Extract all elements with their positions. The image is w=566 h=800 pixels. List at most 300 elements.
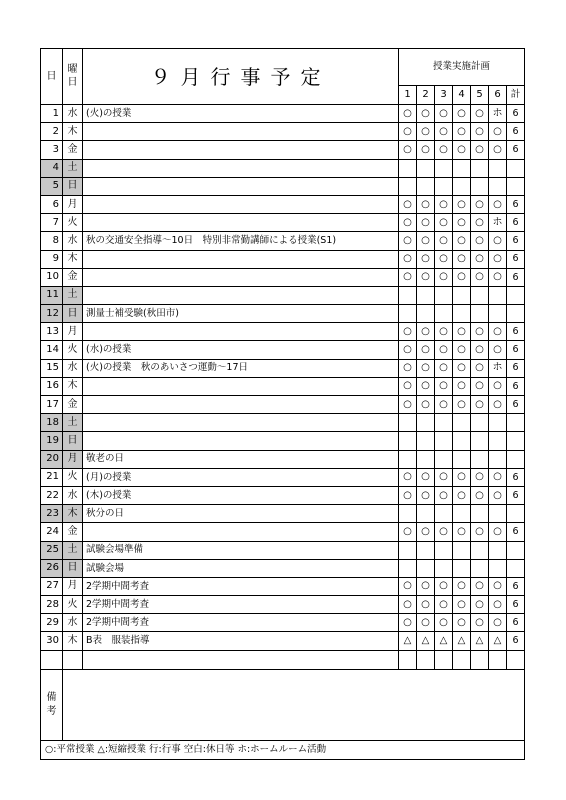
- period-cell: [399, 559, 417, 577]
- period-cell: [399, 450, 417, 468]
- period-cell: ○: [489, 323, 507, 341]
- period-cell: ○: [435, 214, 453, 232]
- day-number-cell: 28: [41, 596, 63, 614]
- period-cell: ○: [417, 523, 435, 541]
- period-cell: ○: [417, 123, 435, 141]
- period-cell: ○: [417, 214, 435, 232]
- period-cell: ○: [417, 250, 435, 268]
- period-cell: [453, 432, 471, 450]
- notes-content: [63, 669, 525, 740]
- period-cell: ○: [471, 105, 489, 123]
- day-number-cell: 30: [41, 632, 63, 650]
- weekday-cell: 土: [63, 414, 83, 432]
- table-row: [41, 432, 525, 450]
- event-cell: [83, 286, 399, 304]
- period-cell: [471, 432, 489, 450]
- total-cell: [507, 450, 525, 468]
- period-cell: ホ: [489, 359, 507, 377]
- period-cell: [417, 541, 435, 559]
- period-cell: [471, 559, 489, 577]
- period-cell: ○: [417, 577, 435, 595]
- period-cell: [453, 305, 471, 323]
- day-number-cell: 2: [41, 123, 63, 141]
- period-cell: [453, 450, 471, 468]
- day-number-cell: 4: [41, 159, 63, 177]
- day-number-cell: 25: [41, 541, 63, 559]
- period-cell: [399, 541, 417, 559]
- period-cell: ○: [417, 341, 435, 359]
- day-column-header: 日: [41, 49, 63, 105]
- period-cell: ○: [435, 141, 453, 159]
- weekday-cell: 月: [63, 195, 83, 213]
- period-cell: ○: [435, 195, 453, 213]
- period-cell: ○: [453, 468, 471, 486]
- day-number-cell: 23: [41, 505, 63, 523]
- period-cell: ○: [417, 377, 435, 395]
- event-cell: 秋分の日: [83, 505, 399, 523]
- period-cell: ○: [399, 141, 417, 159]
- period-cell: [417, 286, 435, 304]
- weekday-cell: 木: [63, 505, 83, 523]
- period-cell: ○: [453, 359, 471, 377]
- blank-cell: [399, 650, 417, 669]
- weekday-cell: 水: [63, 359, 83, 377]
- period-cell: ○: [471, 214, 489, 232]
- event-cell: [83, 195, 399, 213]
- weekday-cell: 土: [63, 159, 83, 177]
- table-row: [41, 450, 525, 468]
- weekday-cell: 月: [63, 323, 83, 341]
- day-number-cell: 9: [41, 250, 63, 268]
- period-cell: [435, 505, 453, 523]
- legend-text: ○:平常授業 △:短縮授業 行:行事 空白:休日等 ホ:ホームルーム活動: [41, 740, 525, 759]
- day-number-cell: 1: [41, 105, 63, 123]
- day-number-cell: 10: [41, 268, 63, 286]
- period-cell: ○: [453, 250, 471, 268]
- period-cell: [489, 414, 507, 432]
- table-row: [41, 177, 525, 195]
- period-cell: ホ: [489, 214, 507, 232]
- blank-cell: [63, 650, 83, 669]
- table-row: [41, 359, 525, 377]
- period-cell: △: [471, 632, 489, 650]
- period-cell: [453, 414, 471, 432]
- period-cell: △: [399, 632, 417, 650]
- total-cell: 6: [507, 268, 525, 286]
- period-cell: [471, 505, 489, 523]
- period-header: 2: [417, 86, 435, 105]
- total-cell: 6: [507, 359, 525, 377]
- event-cell: (火)の授業: [83, 105, 399, 123]
- period-cell: ○: [453, 268, 471, 286]
- total-cell: [507, 505, 525, 523]
- table-row: [41, 396, 525, 414]
- period-cell: ○: [417, 614, 435, 632]
- page-title: ９月行事予定: [83, 49, 399, 105]
- total-cell: [507, 414, 525, 432]
- total-cell: 6: [507, 250, 525, 268]
- weekday-cell: 月: [63, 450, 83, 468]
- weekday-cell: 金: [63, 141, 83, 159]
- period-cell: ○: [471, 377, 489, 395]
- period-cell: ○: [489, 396, 507, 414]
- day-number-cell: 7: [41, 214, 63, 232]
- period-cell: [453, 505, 471, 523]
- total-cell: 6: [507, 123, 525, 141]
- period-cell: ○: [471, 141, 489, 159]
- blank-cell: [41, 650, 63, 669]
- schedule-sheet: [40, 48, 522, 760]
- table-row: [41, 523, 525, 541]
- weekday-cell: 金: [63, 523, 83, 541]
- total-cell: 6: [507, 195, 525, 213]
- period-cell: [453, 177, 471, 195]
- period-cell: ○: [453, 486, 471, 504]
- period-cell: ○: [399, 341, 417, 359]
- event-cell: 2学期中間考査: [83, 596, 399, 614]
- period-cell: ○: [399, 232, 417, 250]
- table-row: [41, 323, 525, 341]
- event-cell: [83, 432, 399, 450]
- weekday-cell: 日: [63, 177, 83, 195]
- period-cell: ○: [489, 232, 507, 250]
- total-cell: [507, 177, 525, 195]
- period-cell: △: [417, 632, 435, 650]
- day-number-cell: 12: [41, 305, 63, 323]
- period-cell: ○: [435, 268, 453, 286]
- period-cell: ○: [471, 468, 489, 486]
- table-row: [41, 250, 525, 268]
- period-cell: ○: [417, 105, 435, 123]
- total-cell: 6: [507, 596, 525, 614]
- period-cell: [489, 450, 507, 468]
- day-number-cell: 13: [41, 323, 63, 341]
- period-cell: ○: [489, 468, 507, 486]
- table-row: [41, 414, 525, 432]
- total-cell: 6: [507, 105, 525, 123]
- event-cell: [83, 250, 399, 268]
- table-row: [41, 305, 525, 323]
- total-cell: 6: [507, 577, 525, 595]
- period-cell: ○: [399, 123, 417, 141]
- period-cell: [471, 305, 489, 323]
- period-cell: ○: [453, 323, 471, 341]
- table-row: [41, 377, 525, 395]
- period-cell: ○: [399, 577, 417, 595]
- period-cell: ○: [399, 359, 417, 377]
- table-row: [41, 123, 525, 141]
- period-cell: [453, 286, 471, 304]
- total-cell: 6: [507, 141, 525, 159]
- period-cell: [435, 450, 453, 468]
- period-cell: ○: [489, 377, 507, 395]
- weekday-header-char-1: 曜: [67, 64, 78, 75]
- period-cell: ○: [453, 214, 471, 232]
- class-plan-header: 授業実施計画: [399, 49, 525, 86]
- event-cell: (水)の授業: [83, 341, 399, 359]
- weekday-cell: 金: [63, 268, 83, 286]
- period-cell: [435, 177, 453, 195]
- day-number-cell: 26: [41, 559, 63, 577]
- total-cell: 6: [507, 486, 525, 504]
- table-row: [41, 214, 525, 232]
- table-row: [41, 232, 525, 250]
- weekday-cell: 日: [63, 432, 83, 450]
- table-row: [41, 559, 525, 577]
- total-cell: 6: [507, 341, 525, 359]
- period-cell: ○: [453, 377, 471, 395]
- table-row: [41, 541, 525, 559]
- period-cell: ○: [435, 123, 453, 141]
- period-cell: △: [435, 632, 453, 650]
- table-row: [41, 268, 525, 286]
- event-cell: [83, 177, 399, 195]
- notes-label-char-2: 考: [46, 705, 57, 717]
- event-cell: [83, 377, 399, 395]
- period-cell: ○: [435, 377, 453, 395]
- table-row: [41, 614, 525, 632]
- weekday-cell: 木: [63, 377, 83, 395]
- day-number-cell: 24: [41, 523, 63, 541]
- event-cell: (月)の授業: [83, 468, 399, 486]
- notes-row: [41, 669, 525, 740]
- period-cell: ○: [471, 323, 489, 341]
- table-row: [41, 468, 525, 486]
- period-cell: [417, 414, 435, 432]
- period-cell: [435, 541, 453, 559]
- table-row: [41, 105, 525, 123]
- weekday-header-char-2: 日: [67, 76, 78, 88]
- event-cell: 2学期中間考査: [83, 577, 399, 595]
- schedule-table: [40, 48, 525, 760]
- period-cell: [453, 541, 471, 559]
- period-cell: [435, 159, 453, 177]
- total-cell: 6: [507, 396, 525, 414]
- event-cell: 試験会場準備: [83, 541, 399, 559]
- period-cell: ○: [435, 577, 453, 595]
- period-cell: ○: [417, 396, 435, 414]
- period-cell: ○: [489, 250, 507, 268]
- weekday-cell: 日: [63, 305, 83, 323]
- period-cell: ○: [471, 341, 489, 359]
- period-cell: [471, 450, 489, 468]
- period-cell: ○: [435, 359, 453, 377]
- period-cell: [489, 432, 507, 450]
- period-cell: ○: [417, 232, 435, 250]
- day-number-cell: 14: [41, 341, 63, 359]
- total-cell: 6: [507, 232, 525, 250]
- table-row: [41, 159, 525, 177]
- total-cell: 6: [507, 523, 525, 541]
- weekday-cell: 月: [63, 577, 83, 595]
- period-cell: ○: [453, 396, 471, 414]
- period-cell: ○: [471, 523, 489, 541]
- day-number-cell: 18: [41, 414, 63, 432]
- period-cell: [399, 505, 417, 523]
- weekday-column-header: [63, 49, 83, 105]
- period-cell: [489, 286, 507, 304]
- event-cell: (火)の授業 秋のあいさつ運動～17日: [83, 359, 399, 377]
- total-cell: 6: [507, 632, 525, 650]
- table-row: [41, 577, 525, 595]
- period-cell: ○: [471, 359, 489, 377]
- period-cell: ○: [471, 486, 489, 504]
- period-cell: ○: [399, 268, 417, 286]
- table-row: [41, 632, 525, 650]
- period-cell: [399, 305, 417, 323]
- period-cell: ○: [399, 377, 417, 395]
- weekday-cell: 水: [63, 614, 83, 632]
- period-cell: ○: [417, 195, 435, 213]
- period-cell: [417, 559, 435, 577]
- period-cell: ○: [489, 195, 507, 213]
- period-cell: ○: [435, 250, 453, 268]
- period-cell: △: [453, 632, 471, 650]
- event-cell: 敬老の日: [83, 450, 399, 468]
- period-cell: [435, 559, 453, 577]
- day-number-cell: 3: [41, 141, 63, 159]
- table-row: [41, 486, 525, 504]
- period-cell: [489, 177, 507, 195]
- event-cell: [83, 523, 399, 541]
- event-cell: [83, 214, 399, 232]
- period-cell: ○: [435, 232, 453, 250]
- period-cell: ○: [453, 614, 471, 632]
- day-number-cell: 19: [41, 432, 63, 450]
- legend-row: [41, 740, 525, 759]
- notes-label: [41, 669, 63, 740]
- event-cell: 2学期中間考査: [83, 614, 399, 632]
- period-cell: ○: [453, 577, 471, 595]
- event-cell: [83, 141, 399, 159]
- period-cell: ○: [453, 596, 471, 614]
- period-cell: ○: [489, 141, 507, 159]
- period-cell: [471, 159, 489, 177]
- period-cell: ○: [471, 250, 489, 268]
- period-header: 1: [399, 86, 417, 105]
- period-cell: ○: [435, 523, 453, 541]
- blank-cell: [507, 650, 525, 669]
- blank-cell: [453, 650, 471, 669]
- event-cell: [83, 414, 399, 432]
- period-header: 6: [489, 86, 507, 105]
- day-number-cell: 6: [41, 195, 63, 213]
- period-cell: ○: [489, 577, 507, 595]
- total-cell: [507, 159, 525, 177]
- period-cell: △: [489, 632, 507, 650]
- period-cell: ○: [471, 577, 489, 595]
- table-row: [41, 505, 525, 523]
- event-cell: [83, 323, 399, 341]
- event-cell: B表 服装指導: [83, 632, 399, 650]
- weekday-cell: 土: [63, 541, 83, 559]
- day-number-cell: 8: [41, 232, 63, 250]
- period-cell: ○: [399, 250, 417, 268]
- period-cell: [417, 450, 435, 468]
- period-cell: ○: [453, 232, 471, 250]
- period-cell: ○: [435, 614, 453, 632]
- period-cell: ○: [417, 323, 435, 341]
- blank-cell: [83, 650, 399, 669]
- total-cell: [507, 559, 525, 577]
- period-cell: [435, 414, 453, 432]
- event-cell: [83, 268, 399, 286]
- period-cell: ○: [471, 123, 489, 141]
- period-cell: ○: [435, 341, 453, 359]
- period-cell: ○: [471, 396, 489, 414]
- period-cell: ○: [435, 323, 453, 341]
- day-number-cell: 17: [41, 396, 63, 414]
- period-cell: ○: [435, 396, 453, 414]
- period-cell: ○: [399, 195, 417, 213]
- period-header: 5: [471, 86, 489, 105]
- period-cell: ○: [399, 396, 417, 414]
- total-cell: [507, 305, 525, 323]
- period-cell: ○: [489, 341, 507, 359]
- period-cell: ○: [435, 486, 453, 504]
- period-cell: [471, 414, 489, 432]
- period-cell: ○: [399, 468, 417, 486]
- period-cell: ○: [399, 596, 417, 614]
- day-number-cell: 16: [41, 377, 63, 395]
- event-cell: [83, 159, 399, 177]
- day-number-cell: 11: [41, 286, 63, 304]
- weekday-cell: 金: [63, 396, 83, 414]
- table-row: [41, 341, 525, 359]
- period-cell: [471, 541, 489, 559]
- period-cell: [417, 177, 435, 195]
- period-cell: ○: [417, 486, 435, 504]
- total-cell: 6: [507, 614, 525, 632]
- weekday-cell: 水: [63, 105, 83, 123]
- total-header: 計: [507, 86, 525, 105]
- period-cell: [489, 305, 507, 323]
- period-cell: [399, 159, 417, 177]
- day-number-cell: 29: [41, 614, 63, 632]
- period-cell: [489, 541, 507, 559]
- event-cell: 試験会場: [83, 559, 399, 577]
- header-row: [41, 49, 525, 86]
- event-cell: [83, 396, 399, 414]
- period-cell: [399, 432, 417, 450]
- period-cell: ○: [435, 468, 453, 486]
- table-row: [41, 195, 525, 213]
- period-cell: ○: [453, 105, 471, 123]
- weekday-cell: 木: [63, 123, 83, 141]
- day-number-cell: 22: [41, 486, 63, 504]
- total-cell: 6: [507, 214, 525, 232]
- total-cell: [507, 286, 525, 304]
- period-cell: ○: [471, 596, 489, 614]
- day-number-cell: 20: [41, 450, 63, 468]
- period-cell: ○: [417, 468, 435, 486]
- period-cell: ○: [453, 195, 471, 213]
- blank-cell: [489, 650, 507, 669]
- event-cell: (木)の授業: [83, 486, 399, 504]
- period-cell: [399, 177, 417, 195]
- period-cell: [489, 559, 507, 577]
- period-cell: ○: [435, 596, 453, 614]
- period-cell: ○: [453, 141, 471, 159]
- period-cell: [417, 432, 435, 450]
- period-cell: ○: [471, 195, 489, 213]
- weekday-cell: 水: [63, 232, 83, 250]
- period-cell: ○: [489, 268, 507, 286]
- period-cell: [453, 159, 471, 177]
- period-cell: [435, 432, 453, 450]
- period-cell: ○: [489, 123, 507, 141]
- day-number-cell: 27: [41, 577, 63, 595]
